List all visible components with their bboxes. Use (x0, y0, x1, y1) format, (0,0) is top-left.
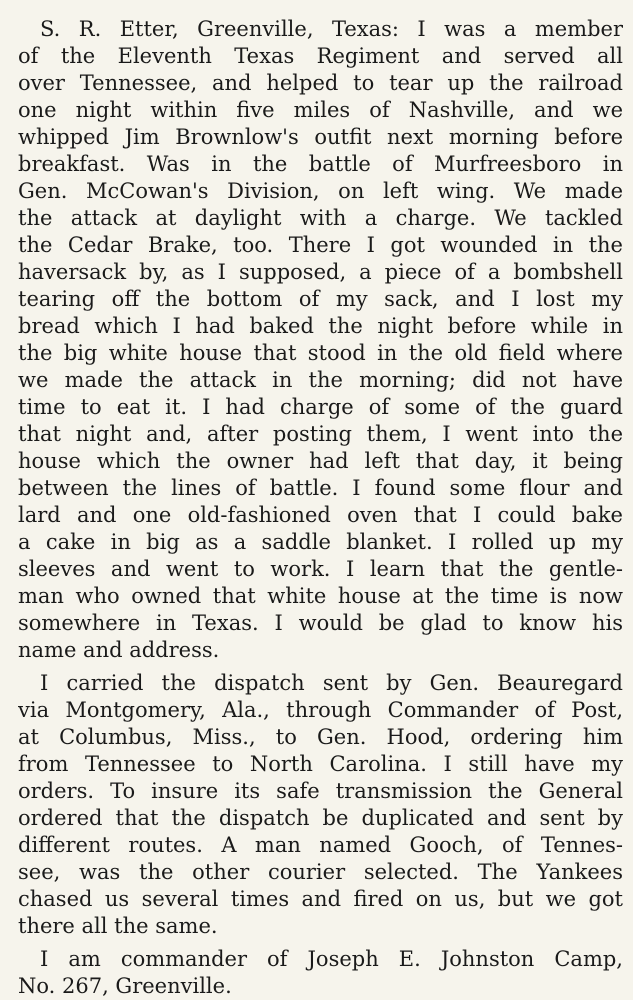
paragraph-camp (18, 946, 623, 1000)
text-line: time to eat it. I had charge of some of the guard (18, 395, 623, 419)
text-line: between the lines of battle. I found some flour and (18, 476, 623, 500)
text-line: we made the attack in the morning; did not have (18, 368, 623, 392)
text-line: tearing off the bottom of my sack, and I lost my (18, 287, 623, 311)
text-line: somewhere in Texas. I would be glad to know his (18, 611, 623, 635)
text-line: see, was the other courier selected. The Yankees (18, 860, 623, 884)
text-line: name and address. (18, 638, 220, 662)
text-line: one night within five miles of Nashville, and we (18, 98, 623, 122)
text-line: haversack by, as I supposed, a piece of a bombshell (18, 260, 623, 284)
text-line: S. R. Etter, Greenville, Texas: I was a member (40, 17, 623, 41)
paragraph-dispatch (18, 670, 623, 940)
text-line: orders. To insure its safe transmission the General (18, 779, 623, 803)
text-line: the Cedar Brake, too. There I got wounded in the (18, 233, 623, 257)
text-line: sleeves and went to work. I learn that the gentle- (18, 557, 623, 581)
text-line: house which the owner had left that day, it being (18, 449, 623, 473)
text-line: chased us several times and fired on us, but we got (18, 887, 623, 911)
text-line: the big white house that stood in the old field where (18, 341, 623, 365)
text-line: of the Eleventh Texas Regiment and served all (18, 44, 623, 68)
text-line: over Tennessee, and helped to tear up the railroad (18, 71, 623, 95)
text-line: that night and, after posting them, I went into the (18, 422, 623, 446)
text-line: lard and one old-fashioned oven that I could bake (18, 503, 623, 527)
text-line: man who owned that white house at the time is now (18, 584, 623, 608)
text-line: there all the same. (18, 914, 218, 938)
text-line: I am commander of Joseph E. Johnston Camp, (40, 947, 623, 971)
text-line: bread which I had baked the night before while in (18, 314, 623, 338)
text-line: the attack at daylight with a charge. We tackled (18, 206, 623, 230)
text-line: ordered that the dispatch be duplicated and sent by (18, 806, 623, 830)
text-line: I carried the dispatch sent by Gen. Beauregard (40, 671, 623, 695)
text-line: No. 267, Greenville. (18, 974, 232, 998)
text-line: a cake in big as a saddle blanket. I rolled up my (18, 530, 623, 554)
text-line: whipped Jim Brownlow's outfit next morning before (18, 125, 623, 149)
text-line: at Columbus, Miss., to Gen. Hood, ordering him (18, 725, 623, 749)
text-line: different routes. A man named Gooch, of Tennes- (18, 833, 623, 857)
text-line: Gen. McCowan's Division, on left wing. We made (18, 179, 623, 203)
text-line: breakfast. Was in the battle of Murfreesboro in (18, 152, 623, 176)
text-line: from Tennessee to North Carolina. I still have my (18, 752, 623, 776)
text-line: via Montgomery, Ala., through Commander of Post, (18, 698, 623, 722)
paragraph-etter-service (18, 16, 623, 664)
